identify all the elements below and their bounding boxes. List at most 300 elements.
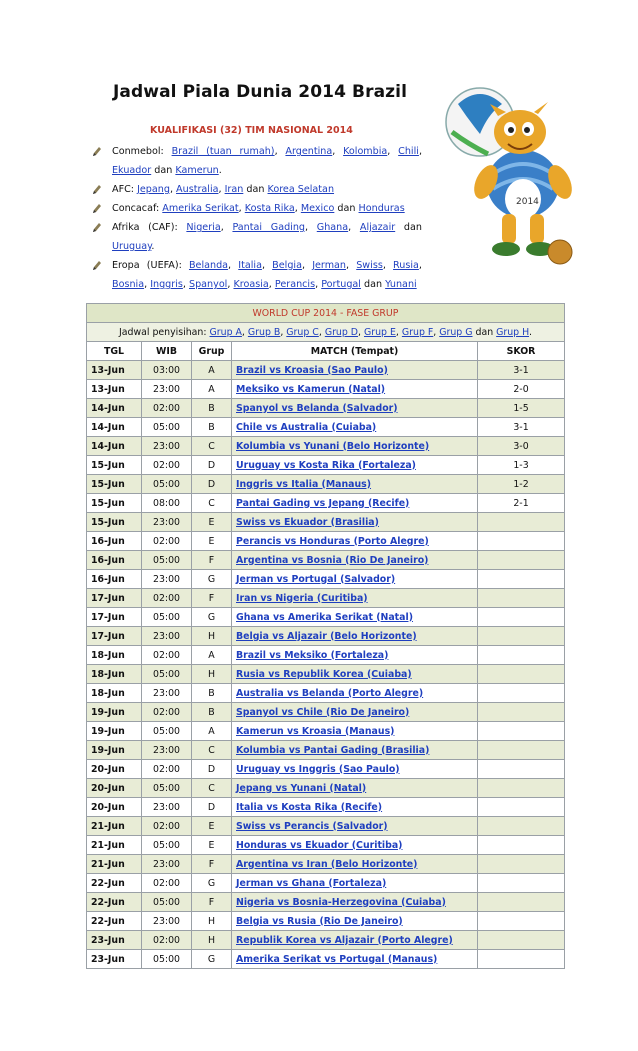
date-cell: 13-Jun — [87, 361, 142, 380]
time-cell: 05:00 — [142, 475, 192, 494]
time-cell: 23:00 — [142, 912, 192, 931]
match-link[interactable]: Argentina vs Bosnia (Rio De Janeiro) — [236, 554, 429, 566]
date-cell: 16-Jun — [87, 551, 142, 570]
match-cell — [232, 741, 478, 760]
time-cell: 05:00 — [142, 665, 192, 684]
group-cell: E — [192, 836, 232, 855]
date-cell: 20-Jun — [87, 779, 142, 798]
match-link[interactable]: Brazil vs Meksiko (Fortaleza) — [236, 649, 389, 661]
time-cell: 23:00 — [142, 684, 192, 703]
pencil-bullet-icon — [92, 222, 102, 233]
team-link[interactable]: Kroasia — [233, 279, 269, 290]
match-link[interactable]: Uruguay vs Kosta Rika (Fortaleza) — [236, 459, 416, 471]
match-link[interactable]: Chile vs Australia (Cuiaba) — [236, 421, 377, 433]
pencil-bullet-icon — [92, 260, 102, 271]
match-cell — [232, 912, 478, 931]
match-link[interactable]: Argentina vs Iran (Belo Horizonte) — [236, 858, 418, 870]
score-cell — [478, 570, 565, 589]
time-cell: 02:00 — [142, 931, 192, 950]
col-grup: Grup — [192, 342, 232, 361]
group-cell: A — [192, 646, 232, 665]
group-cell: B — [192, 418, 232, 437]
table-row — [87, 703, 565, 722]
team-link[interactable]: Pantai Gading — [232, 222, 306, 233]
table-row — [87, 855, 565, 874]
score-cell — [478, 855, 565, 874]
team-link[interactable]: Kosta Rika — [244, 203, 295, 214]
score-cell — [478, 893, 565, 912]
score-cell: 1-5 — [478, 399, 565, 418]
date-cell: 14-Jun — [87, 418, 142, 437]
match-link[interactable]: Swiss vs Ekuador (Brasilia) — [236, 516, 379, 528]
team-link[interactable]: Bosnia — [112, 279, 145, 290]
time-cell: 03:00 — [142, 361, 192, 380]
group-cell: D — [192, 475, 232, 494]
table-row — [87, 570, 565, 589]
group-link[interactable]: Grup H — [496, 326, 530, 338]
group-cell: C — [192, 741, 232, 760]
time-cell: 05:00 — [142, 950, 192, 969]
mascot-image — [438, 74, 588, 274]
score-cell — [478, 684, 565, 703]
match-link[interactable]: Jerman vs Portugal (Salvador) — [236, 573, 396, 585]
match-cell — [232, 475, 478, 494]
group-cell: F — [192, 551, 232, 570]
time-cell: 23:00 — [142, 570, 192, 589]
table-row — [87, 418, 565, 437]
connector-text: dan — [403, 222, 422, 233]
score-cell: 3-0 — [478, 437, 565, 456]
group-cell: E — [192, 817, 232, 836]
date-cell: 15-Jun — [87, 456, 142, 475]
group-cell: A — [192, 380, 232, 399]
team-link[interactable]: Jerman — [312, 260, 346, 271]
team-link[interactable]: Amerika Serikat — [162, 203, 239, 214]
match-link[interactable]: Spanyol vs Chile (Rio De Janeiro) — [236, 706, 410, 718]
time-cell: 05:00 — [142, 608, 192, 627]
date-cell: 15-Jun — [87, 513, 142, 532]
team-link[interactable]: Portugal — [321, 279, 361, 290]
table-row — [87, 798, 565, 817]
group-link[interactable]: Grup G — [439, 326, 473, 338]
table-row — [87, 513, 565, 532]
group-cell: H — [192, 912, 232, 931]
group-cell: G — [192, 950, 232, 969]
time-cell: 08:00 — [142, 494, 192, 513]
group-cell: C — [192, 779, 232, 798]
time-cell: 23:00 — [142, 798, 192, 817]
table-row — [87, 494, 565, 513]
region-label: Concacaf: — [112, 203, 163, 214]
region-label: AFC: — [112, 184, 138, 195]
group-link[interactable]: Grup B — [247, 326, 281, 338]
match-link[interactable]: Kolumbia vs Pantai Gading (Brasilia) — [236, 744, 430, 756]
table-row — [87, 684, 565, 703]
table-row — [87, 589, 565, 608]
time-cell: 02:00 — [142, 456, 192, 475]
team-link[interactable]: Iran — [224, 184, 244, 195]
match-link[interactable]: Inggris vs Italia (Manaus) — [236, 478, 372, 490]
match-link[interactable]: Belgia vs Rusia (Rio De Janeiro) — [236, 915, 403, 927]
group-cell: A — [192, 361, 232, 380]
table-row — [87, 475, 565, 494]
score-cell: 1-3 — [478, 456, 565, 475]
date-cell: 17-Jun — [87, 627, 142, 646]
group-cell: A — [192, 722, 232, 741]
match-cell — [232, 950, 478, 969]
match-cell — [232, 798, 478, 817]
match-cell — [232, 893, 478, 912]
group-cell: B — [192, 684, 232, 703]
time-cell: 23:00 — [142, 855, 192, 874]
group-cell: B — [192, 399, 232, 418]
group-cell: E — [192, 532, 232, 551]
match-link[interactable]: Rusia vs Republik Korea (Cuiaba) — [236, 668, 412, 680]
match-link[interactable]: Pantai Gading vs Jepang (Recife) — [236, 497, 410, 509]
date-cell: 14-Jun — [87, 399, 142, 418]
subtitle-prefix: Jadwal penyisihan: — [118, 326, 210, 338]
match-link[interactable]: Amerika Serikat vs Portugal (Manaus) — [236, 953, 438, 965]
score-cell: 2-0 — [478, 380, 565, 399]
team-link[interactable]: Belgia — [272, 260, 302, 271]
table-row — [87, 665, 565, 684]
team-link[interactable]: Swiss — [356, 260, 383, 271]
match-cell — [232, 551, 478, 570]
date-cell: 16-Jun — [87, 570, 142, 589]
date-cell: 20-Jun — [87, 760, 142, 779]
score-cell — [478, 912, 565, 931]
group-cell: C — [192, 437, 232, 456]
date-cell: 16-Jun — [87, 532, 142, 551]
table-row — [87, 874, 565, 893]
date-cell: 17-Jun — [87, 608, 142, 627]
group-cell: F — [192, 855, 232, 874]
table-row — [87, 361, 565, 380]
group-cell: G — [192, 608, 232, 627]
match-cell — [232, 570, 478, 589]
team-link[interactable]: Perancis — [274, 279, 316, 290]
group-cell: H — [192, 931, 232, 950]
match-link[interactable]: Iran vs Nigeria (Curitiba) — [236, 592, 368, 604]
score-cell: 3-1 — [478, 361, 565, 380]
schedule-banner: WORLD CUP 2014 - FASE GRUP — [87, 304, 565, 323]
time-cell: 02:00 — [142, 703, 192, 722]
match-cell — [232, 456, 478, 475]
column-header-row — [87, 342, 565, 361]
table-row — [87, 741, 565, 760]
team-link[interactable]: Kamerun — [175, 165, 219, 176]
time-cell: 23:00 — [142, 627, 192, 646]
date-cell: 19-Jun — [87, 741, 142, 760]
score-cell — [478, 589, 565, 608]
date-cell: 14-Jun — [87, 437, 142, 456]
score-cell — [478, 760, 565, 779]
date-cell: 19-Jun — [87, 703, 142, 722]
time-cell: 05:00 — [142, 836, 192, 855]
team-link[interactable]: Ghana — [316, 222, 349, 233]
match-link[interactable]: Belgia vs Aljazair (Belo Horizonte) — [236, 630, 417, 642]
date-cell: 17-Jun — [87, 589, 142, 608]
table-row — [87, 722, 565, 741]
match-cell — [232, 608, 478, 627]
match-cell — [232, 361, 478, 380]
team-link[interactable]: Chili — [398, 146, 419, 157]
group-cell: E — [192, 513, 232, 532]
region-label: Eropa (UEFA): — [112, 260, 189, 271]
score-cell: 3-1 — [478, 418, 565, 437]
team-link[interactable]: Aljazair — [359, 222, 396, 233]
match-link[interactable]: Australia vs Belanda (Porto Alegre) — [236, 687, 424, 699]
match-cell — [232, 418, 478, 437]
team-link[interactable]: Honduras — [358, 203, 405, 214]
group-cell: B — [192, 703, 232, 722]
table-row — [87, 456, 565, 475]
region-label: Conmebol: — [112, 146, 172, 157]
pencil-bullet-icon — [92, 146, 102, 157]
match-link[interactable]: Nigeria vs Bosnia-Herzegovina (Cuiaba) — [236, 896, 446, 908]
group-link[interactable]: Grup A — [209, 326, 242, 338]
group-link[interactable]: Grup C — [286, 326, 319, 338]
match-cell — [232, 665, 478, 684]
match-cell — [232, 532, 478, 551]
match-cell — [232, 874, 478, 893]
date-cell: 21-Jun — [87, 817, 142, 836]
score-cell — [478, 646, 565, 665]
group-cell: F — [192, 893, 232, 912]
date-cell: 18-Jun — [87, 646, 142, 665]
score-cell: 2-1 — [478, 494, 565, 513]
match-cell — [232, 627, 478, 646]
table-row — [87, 912, 565, 931]
match-cell — [232, 836, 478, 855]
score-cell — [478, 722, 565, 741]
group-cell: F — [192, 589, 232, 608]
match-link[interactable]: Spanyol vs Belanda (Salvador) — [236, 402, 398, 414]
match-link[interactable]: Italia vs Kosta Rika (Recife) — [236, 801, 383, 813]
col-match: MATCH (Tempat) — [232, 342, 478, 361]
score-cell — [478, 798, 565, 817]
time-cell: 02:00 — [142, 589, 192, 608]
match-cell — [232, 513, 478, 532]
date-cell: 18-Jun — [87, 665, 142, 684]
col-skor: SKOR — [478, 342, 565, 361]
match-link[interactable]: Jerman vs Ghana (Fortaleza) — [236, 877, 387, 889]
score-cell — [478, 627, 565, 646]
score-cell — [478, 836, 565, 855]
match-cell — [232, 646, 478, 665]
team-link[interactable]: Argentina — [285, 146, 333, 157]
score-cell — [478, 779, 565, 798]
table-row — [87, 931, 565, 950]
match-cell — [232, 684, 478, 703]
date-cell: 13-Jun — [87, 380, 142, 399]
pencil-bullet-icon — [92, 203, 102, 214]
group-cell: D — [192, 456, 232, 475]
time-cell: 05:00 — [142, 893, 192, 912]
time-cell: 02:00 — [142, 646, 192, 665]
team-link[interactable]: Yunani — [385, 279, 417, 290]
match-link[interactable]: Kolumbia vs Yunani (Belo Horizonte) — [236, 440, 430, 452]
table-row — [87, 817, 565, 836]
time-cell: 23:00 — [142, 437, 192, 456]
team-link[interactable]: Ekuador — [112, 165, 152, 176]
table-row — [87, 551, 565, 570]
match-link[interactable]: Perancis vs Honduras (Porto Alegre) — [236, 535, 429, 547]
group-cell: C — [192, 494, 232, 513]
match-link[interactable]: Ghana vs Amerika Serikat (Natal) — [236, 611, 413, 623]
match-cell — [232, 855, 478, 874]
team-link[interactable]: Korea Selatan — [267, 184, 335, 195]
match-link[interactable]: Meksiko vs Kamerun (Natal) — [236, 383, 386, 395]
connector-text: dan — [154, 165, 173, 176]
match-link[interactable]: Kamerun vs Kroasia (Manaus) — [236, 725, 395, 737]
score-cell — [478, 608, 565, 627]
date-cell: 22-Jun — [87, 874, 142, 893]
match-cell — [232, 703, 478, 722]
table-row — [87, 380, 565, 399]
match-cell — [232, 779, 478, 798]
table-row — [87, 760, 565, 779]
table-row — [87, 532, 565, 551]
table-row — [87, 836, 565, 855]
match-link[interactable]: Republik Korea vs Aljazair (Porto Alegre) — [236, 934, 453, 946]
team-link[interactable]: Belanda — [188, 260, 229, 271]
svg-text:2014: 2014 — [516, 197, 539, 207]
date-cell: 21-Jun — [87, 836, 142, 855]
date-cell: 23-Jun — [87, 950, 142, 969]
subtitle-join: dan — [475, 326, 494, 338]
connector-text: dan — [337, 203, 356, 214]
pencil-bullet-icon — [92, 184, 102, 195]
team-link[interactable]: Mexico — [300, 203, 335, 214]
col-wib: WIB — [142, 342, 192, 361]
score-cell: 1-2 — [478, 475, 565, 494]
date-cell: 21-Jun — [87, 855, 142, 874]
time-cell: 05:00 — [142, 551, 192, 570]
match-cell — [232, 589, 478, 608]
qualification-item: Afrika (CAF): Nigeria, Pantai Gading, Ghana, Aljazair dan Uruguay. — [92, 218, 422, 256]
region-label: Afrika (CAF): — [112, 222, 187, 233]
date-cell: 23-Jun — [87, 931, 142, 950]
table-row — [87, 779, 565, 798]
time-cell: 02:00 — [142, 399, 192, 418]
qualification-heading: KUALIFIKASI (32) TIM NASIONAL 2014 — [150, 125, 353, 136]
match-link[interactable]: Swiss vs Perancis (Salvador) — [236, 820, 388, 832]
date-cell: 15-Jun — [87, 475, 142, 494]
score-cell — [478, 551, 565, 570]
score-cell — [478, 665, 565, 684]
score-cell — [478, 532, 565, 551]
score-cell — [478, 931, 565, 950]
time-cell: 02:00 — [142, 874, 192, 893]
score-cell — [478, 950, 565, 969]
group-cell: D — [192, 760, 232, 779]
qualification-item: Eropa (UEFA): Belanda, Italia, Belgia, Jerman, Swiss, Rusia, Bosnia, Inggris, Spanyol, Kroasia, Perancis, Portugal dan Yunani — [92, 256, 422, 294]
score-cell — [478, 703, 565, 722]
team-link[interactable]: Rusia — [393, 260, 419, 271]
table-row — [87, 646, 565, 665]
connector-text: dan — [246, 184, 265, 195]
match-cell — [232, 722, 478, 741]
match-cell — [232, 931, 478, 950]
match-cell — [232, 760, 478, 779]
table-row — [87, 399, 565, 418]
date-cell: 22-Jun — [87, 912, 142, 931]
team-link[interactable]: Inggris — [150, 279, 183, 290]
match-cell — [232, 494, 478, 513]
group-cell: G — [192, 874, 232, 893]
qualification-list — [92, 142, 422, 294]
group-cell: G — [192, 570, 232, 589]
qualification-item: Concacaf: Amerika Serikat, Kosta Rika, Mexico dan Honduras — [92, 199, 422, 218]
qualification-item: Conmebol: Brazil (tuan rumah), Argentina, Kolombia, Chili, Ekuador dan Kamerun. — [92, 142, 422, 180]
table-row — [87, 893, 565, 912]
score-cell — [478, 817, 565, 836]
schedule-table — [86, 303, 565, 969]
time-cell: 02:00 — [142, 760, 192, 779]
team-link[interactable]: Spanyol — [189, 279, 228, 290]
date-cell: 20-Jun — [87, 798, 142, 817]
team-link[interactable]: Jepang — [137, 184, 170, 195]
date-cell: 22-Jun — [87, 893, 142, 912]
table-row — [87, 608, 565, 627]
group-cell: H — [192, 665, 232, 684]
group-link[interactable]: Grup E — [364, 326, 396, 338]
match-link[interactable]: Jepang vs Yunani (Natal) — [236, 782, 367, 794]
page-title: Jadwal Piala Dunia 2014 Brazil — [113, 82, 407, 102]
col-tgl: TGL — [87, 342, 142, 361]
time-cell: 02:00 — [142, 817, 192, 836]
date-cell: 19-Jun — [87, 722, 142, 741]
score-cell — [478, 513, 565, 532]
date-cell: 15-Jun — [87, 494, 142, 513]
date-cell: 18-Jun — [87, 684, 142, 703]
time-cell: 05:00 — [142, 722, 192, 741]
schedule-subtitle: Jadwal penyisihan: Grup A, Grup B, Grup C, Grup D, Grup E, Grup F, Grup G dan Grup H. — [87, 323, 565, 342]
time-cell: 05:00 — [142, 418, 192, 437]
team-link[interactable]: Nigeria — [186, 222, 221, 233]
connector-text: dan — [364, 279, 383, 290]
group-cell: H — [192, 627, 232, 646]
score-cell — [478, 741, 565, 760]
match-cell — [232, 817, 478, 836]
group-cell: D — [192, 798, 232, 817]
team-link[interactable]: Australia — [176, 184, 219, 195]
time-cell: 23:00 — [142, 380, 192, 399]
time-cell: 05:00 — [142, 779, 192, 798]
qualification-item: AFC: Jepang, Australia, Iran dan Korea Selatan — [92, 180, 422, 199]
team-link[interactable]: Brazil (tuan rumah) — [171, 146, 275, 157]
match-cell — [232, 399, 478, 418]
team-link[interactable]: Kolombia — [343, 146, 388, 157]
time-cell: 02:00 — [142, 532, 192, 551]
time-cell: 23:00 — [142, 741, 192, 760]
team-link[interactable]: Uruguay — [112, 241, 152, 252]
team-link[interactable]: Italia — [238, 260, 262, 271]
group-link[interactable]: Grup F — [401, 326, 434, 338]
match-link[interactable]: Uruguay vs Inggris (Sao Paulo) — [236, 763, 400, 775]
table-row — [87, 627, 565, 646]
match-link[interactable]: Honduras vs Ekuador (Curitiba) — [236, 839, 403, 851]
match-cell — [232, 437, 478, 456]
table-row — [87, 950, 565, 969]
group-link[interactable]: Grup D — [324, 326, 359, 338]
table-row — [87, 437, 565, 456]
match-cell — [232, 380, 478, 399]
score-cell — [478, 874, 565, 893]
match-link[interactable]: Brazil vs Kroasia (Sao Paulo) — [236, 364, 388, 376]
time-cell: 23:00 — [142, 513, 192, 532]
